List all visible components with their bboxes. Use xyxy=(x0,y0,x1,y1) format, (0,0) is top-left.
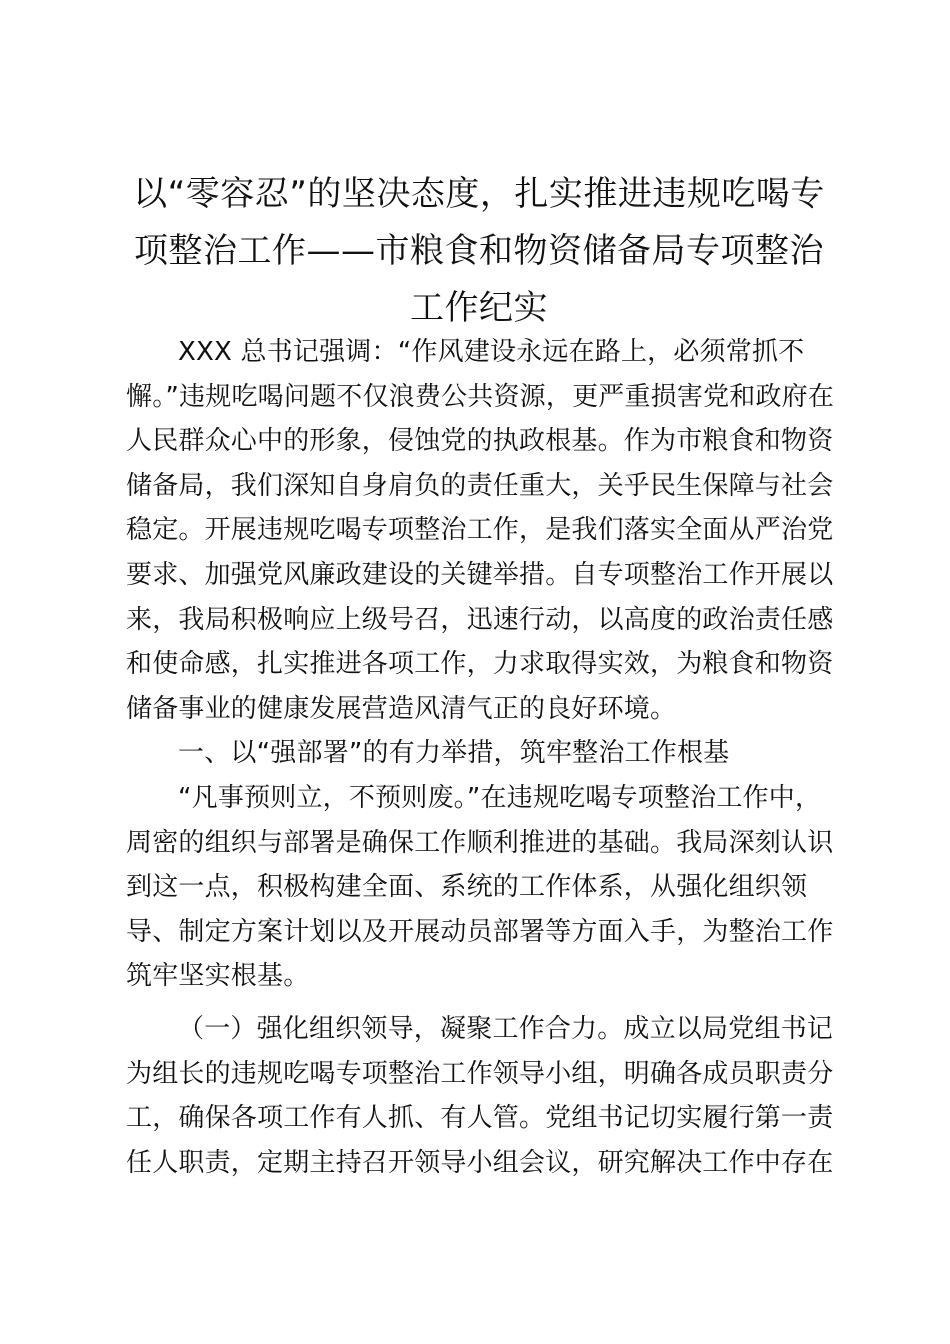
section-heading-1: 一、以“强部署”的有力举措，筑牢整治工作根基 xyxy=(178,738,730,769)
intro-paragraph-line: 人民群众心中的形象，侵蚀党的执政根基。作为市粮食和物资 xyxy=(126,426,834,457)
subsection-paragraph-line: 为组长的违规吃喝专项整治工作领导小组，明确各成员职责分 xyxy=(126,1058,834,1089)
subsection-paragraph-line: 任人职责，定期主持召开领导小组会议，研究解决工作中存在 xyxy=(126,1147,834,1178)
intro-paragraph-line: 储备事业的健康发展营造风清气正的良好环境。 xyxy=(126,693,677,724)
section-paragraph-line: 导、制定方案计划以及开展动员部署等方面入手，为整治工作 xyxy=(126,916,834,947)
intro-paragraph-line: 和使命感，扎实推进各项工作，力求取得实效，为粮食和物资 xyxy=(126,649,834,680)
intro-paragraph-line: 要求、加强党风廉政建设的关键举措。自专项整治工作开展以 xyxy=(126,559,834,590)
document-title xyxy=(126,166,832,337)
section-paragraph-line: “凡事预则立，不预则废。”在违规吃喝专项整治工作中， xyxy=(178,782,822,813)
intro-paragraph-line: XXX 总书记强调：“作风建设永远在路上，必须常抓不 xyxy=(178,337,805,367)
intro-paragraph-line: 稳定。开展违规吃喝专项整治工作，是我们落实全面从严治党 xyxy=(126,515,834,546)
intro-paragraph-line: 来，我局积极响应上级号召，迅速行动，以高度的政治责任感 xyxy=(126,604,834,635)
subsection-paragraph-line: 工，确保各项工作有人抓、有人管。党组书记切实履行第一责 xyxy=(126,1103,834,1134)
document-body xyxy=(126,330,835,1185)
subsection-paragraph-line: （一）强化组织领导，凝聚工作合力。成立以局党组书记 xyxy=(178,1013,834,1044)
section-paragraph-line: 筑牢坚实根基。 xyxy=(126,961,310,992)
intro-paragraph-line: 懈。”违规吃喝问题不仅浪费公共资源，更严重损害党和政府在 xyxy=(126,381,835,412)
title-line-2: 项整治工作——市粮食和物资储备局专项整治 xyxy=(134,231,824,271)
title-line-3: 工作纪实 xyxy=(410,288,548,328)
section-paragraph-line: 周密的组织与部署是确保工作顺利推进的基础。我局深刻认识 xyxy=(126,827,834,858)
title-line-1: 以“零容忍”的坚决态度，扎实推进违规吃喝专 xyxy=(133,174,825,214)
section-paragraph-line: 到这一点，积极构建全面、系统的工作体系，从强化组织领 xyxy=(126,872,808,903)
intro-paragraph-line: 储备局，我们深知自身肩负的责任重大，关乎民生保障与社会 xyxy=(126,470,834,501)
